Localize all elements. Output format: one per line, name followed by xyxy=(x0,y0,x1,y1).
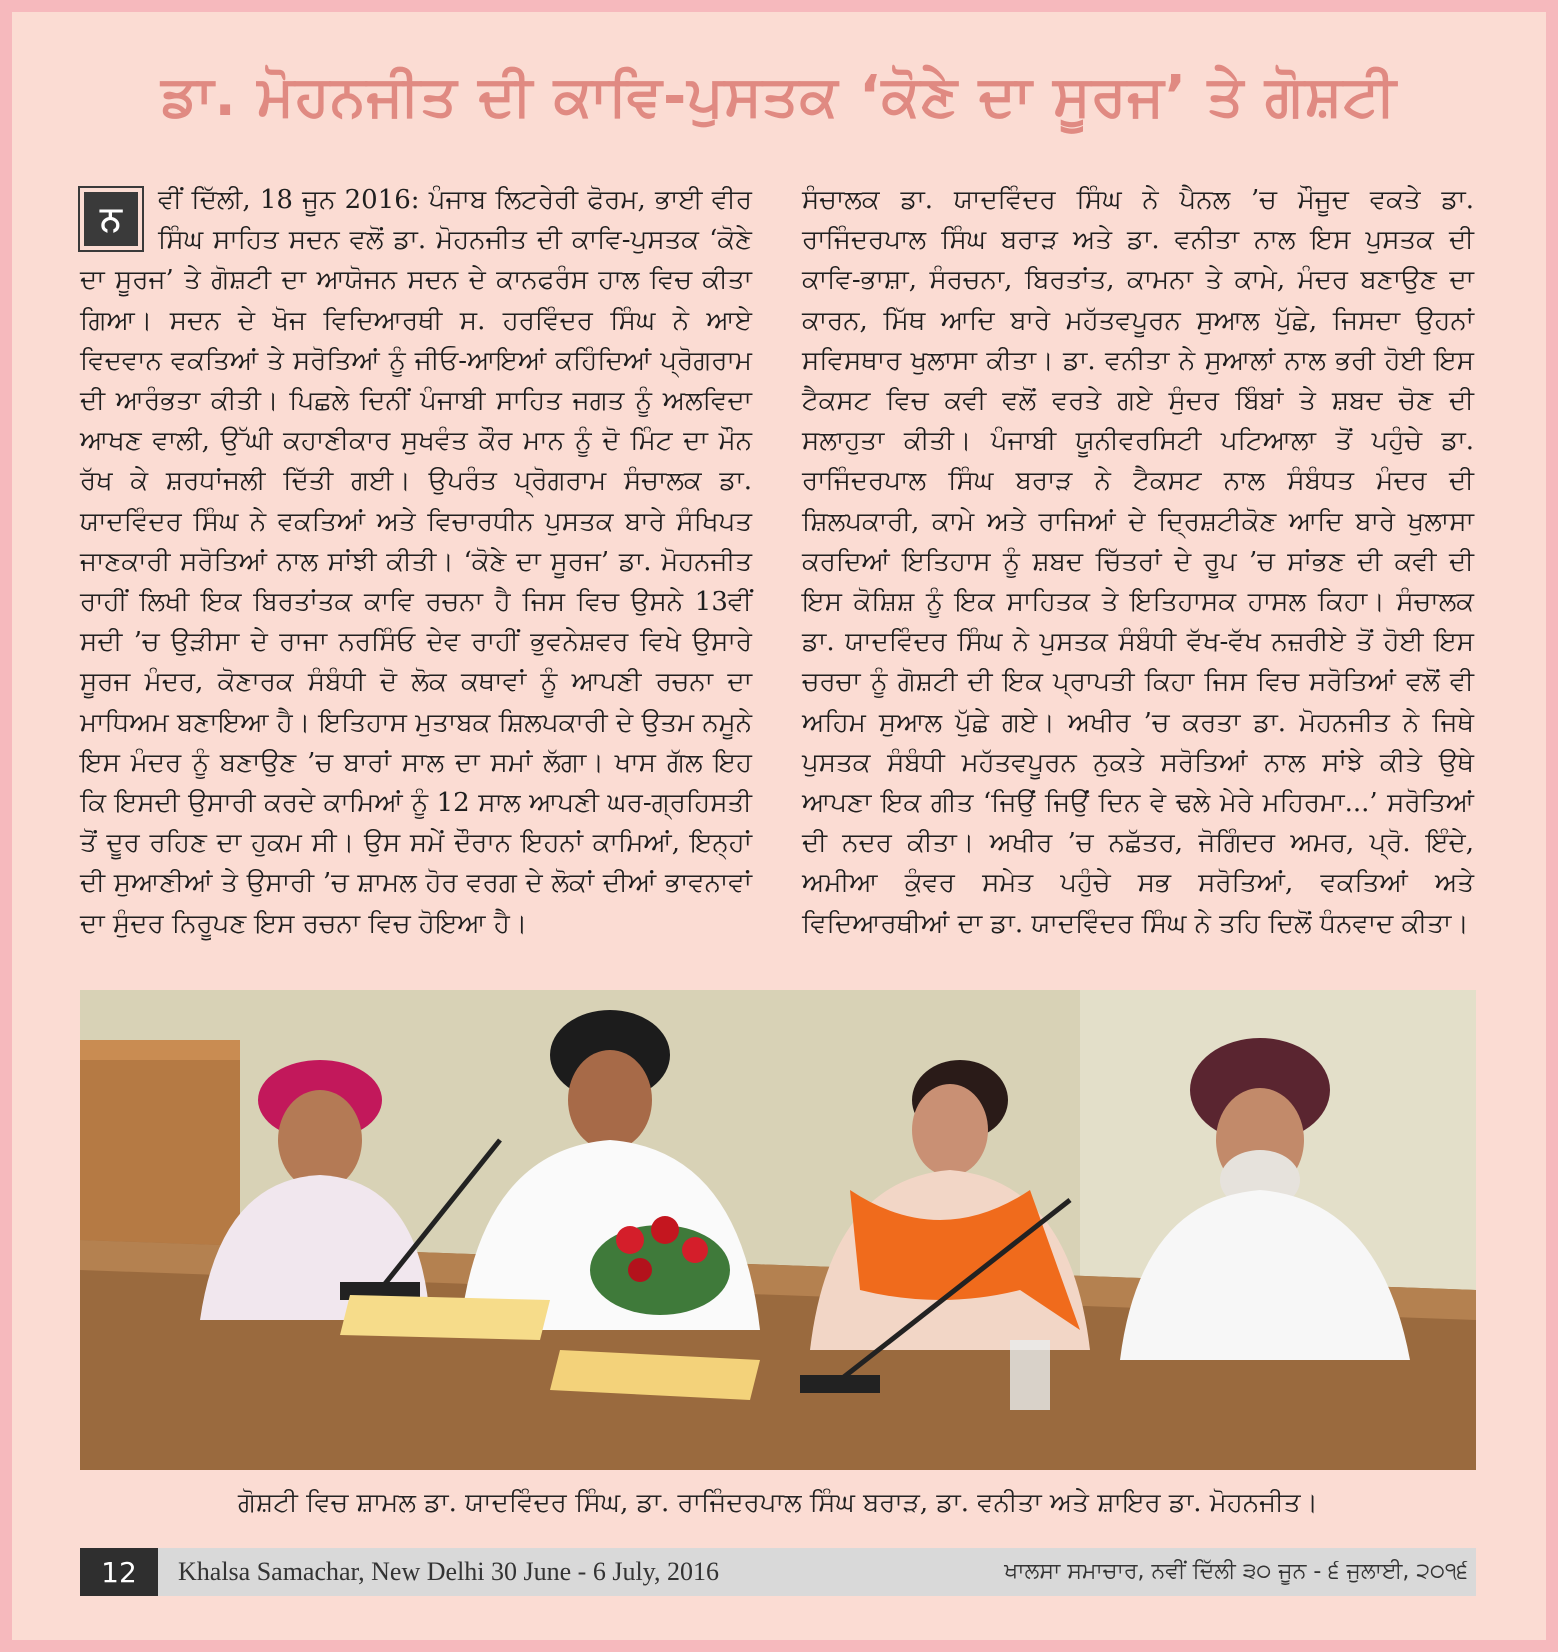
magazine-page xyxy=(12,12,1546,1640)
event-photo xyxy=(80,990,1476,1470)
article-body-left: ਵੀਂ ਦਿੱਲੀ, 18 ਜੂਨ 2016: ਪੰਜਾਬ ਲਿਟਰੇਰੀ ਫੋਰਮ, ਭਾਈ ਵੀਰ ਸਿੰਘ ਸਾਹਿਤ ਸਦਨ ਵਲੋਂ ਡਾ. ਮੋਹਨਜੀਤ ਦੀ ਕਾਵਿ-ਪੁਸਤਕ ‘ਕੋਣੇ ਦਾ ਸੂਰਜ’ ਤੇ ਗੋਸ਼ਟੀ ਦਾ ਆਯੋਜਨ ਸਦਨ ਦੇ ਕਾਨਫਰੰਸ ਹਾਲ ਵਿਚ ਕੀਤਾ ਗਿਆ। ਸਦਨ ਦੇ ਖੋਜ ਵਿਦਿਆਰਥੀ ਸ. ਹਰਵਿੰਦਰ ਸਿੰਘ ਨੇ ਆਏ ਵਿਦਵਾਨ ਵਕਤਿਆਂ ਤੇ ਸਰੋਤਿਆਂ ਨੂੰ ਜੀਓ-ਆਇਆਂ ਕਹਿੰਦਿਆਂ ਪ੍ਰੋਗਰਾਮ ਦੀ ਆਰੰਭਤਾ ਕੀਤੀ। ਪਿਛਲੇ ਦਿਨੀਂ ਪੰਜਾਬੀ ਸਾਹਿਤ ਜਗਤ ਨੂੰ ਅਲਵਿਦਾ ਆਖਣ ਵਾਲੀ, ਉੱਘੀ ਕਹਾਣੀਕਾਰ ਸੁਖਵੰਤ ਕੌਰ ਮਾਨ ਨੂੰ ਦੋ ਮਿੰਟ ਦਾ ਮੌਨ ਰੱਖ ਕੇ ਸ਼ਰਧਾਂਜਲੀ ਦਿੱਤੀ ਗਈ। ਉਪਰੰਤ ਪ੍ਰੋਗਰਾਮ ਸੰਚਾਲਕ ਡਾ. ਯਾਦਵਿੰਦਰ ਸਿੰਘ ਨੇ ਵਕਤਿਆਂ ਅਤੇ ਵਿਚਾਰਧੀਨ ਪੁਸਤਕ ਬਾਰੇ ਸੰਖਿਪਤ ਜਾਣਕਾਰੀ ਸਰੋਤਿਆਂ ਨਾਲ ਸਾਂਝੀ ਕੀਤੀ। ‘ਕੋਣੇ ਦਾ ਸੂਰਜ’ ਡਾ. ਮੋਹਨਜੀਤ ਰਾਹੀਂ ਲਿਖੀ ਇਕ ਬਿਰਤਾਂਤਕ ਕਾਵਿ ਰਚਨਾ ਹੈ ਜਿਸ ਵਿਚ ਉਸਨੇ 13ਵੀਂ ਸਦੀ ’ਚ ਉੜੀਸਾ ਦੇ ਰਾਜਾ ਨਰਸਿੰਓ ਦੇਵ ਰਾਹੀਂ ਭੁਵਨੇਸ਼ਵਰ ਵਿਖੇ ਉਸਾਰੇ ਸੂਰਜ ਮੰਦਰ, ਕੋਣਾਰਕ ਸੰਬੰਧੀ ਦੋ ਲੋਕ ਕਥਾਵਾਂ ਨੂੰ ਆਪਣੀ ਰਚਨਾ ਦਾ ਮਾਧਿਅਮ ਬਣਾਇਆ ਹੈ। ਇਤਿਹਾਸ ਮੁਤਾਬਕ ਸ਼ਿਲਪਕਾਰੀ ਦੇ ਉਤਮ ਨਮੂਨੇ ਇਸ ਮੰਦਰ ਨੂੰ ਬਣਾਉਣ ’ਚ ਬਾਰਾਂ ਸਾਲ ਦਾ ਸਮਾਂ ਲੱਗਾ। ਖਾਸ ਗੱਲ ਇਹ ਕਿ ਇਸਦੀ ਉਸਾਰੀ ਕਰਦੇ ਕਾਮਿਆਂ ਨੂੰ 12 ਸਾਲ ਆਪਣੀ ਘਰ-ਗ੍ਰਹਿਸਤੀ ਤੋਂ ਦੂਰ ਰਹਿਣ ਦਾ ਹੁਕਮ ਸੀ। ਉਸ ਸਮੇਂ ਦੌਰਾਨ ਇਹਨਾਂ ਕਾਮਿਆਂ, ਇਨ੍ਹਾਂ ਦੀ ਸੁਆਣੀਆਂ ਤੇ ਉਸਾਰੀ ’ਚ ਸ਼ਾਮਲ ਹੋਰ ਵਰਗ ਦੇ ਲੋਕਾਂ ਦੀਆਂ ਭਾਵਨਾਵਾਂ ਦਾ ਸੁੰਦਰ ਨਿਰੂਪਣ ਇਸ ਰਚਨਾ ਵਿਚ ਹੋਇਆ ਹੈ। xyxy=(80,185,752,939)
article-body-right: ਸੰਚਾਲਕ ਡਾ. ਯਾਦਵਿੰਦਰ ਸਿੰਘ ਨੇ ਪੈਨਲ ’ਚ ਮੌਜੂਦ ਵਕਤੇ ਡਾ. ਰਾਜਿੰਦਰਪਾਲ ਸਿੰਘ ਬਰਾੜ ਅਤੇ ਡਾ. ਵਨੀਤਾ ਨਾਲ ਇਸ ਪੁਸਤਕ ਦੀ ਕਾਵਿ-ਭਾਸ਼ਾ, ਸੰਰਚਨਾ, ਬਿਰਤਾਂਤ, ਕਾਮਨਾ ਤੇ ਕਾਮੇ, ਮੰਦਰ ਬਣਾਉਣ ਦਾ ਕਾਰਨ, ਮਿੱਥ ਆਦਿ ਬਾਰੇ ਮਹੱਤਵਪੂਰਨ ਸੁਆਲ ਪੁੱਛੇ, ਜਿਸਦਾ ਉਹਨਾਂ ਸਵਿਸਥਾਰ ਖੁਲਾਸਾ ਕੀਤਾ। ਡਾ. ਵਨੀਤਾ ਨੇ ਸੁਆਲਾਂ ਨਾਲ ਭਰੀ ਹੋਈ ਇਸ ਟੈਕਸਟ ਵਿਚ ਕਵੀ ਵਲੋਂ ਵਰਤੇ ਗਏ ਸੁੰਦਰ ਬਿੰਬਾਂ ਤੇ ਸ਼ਬਦ ਚੋਣ ਦੀ ਸਲਾਹੁਤਾ ਕੀਤੀ। ਪੰਜਾਬੀ ਯੂਨੀਵਰਸਿਟੀ ਪਟਿਆਲਾ ਤੋਂ ਪਹੁੰਚੇ ਡਾ. ਰਾਜਿੰਦਰਪਾਲ ਸਿੰਘ ਬਰਾੜ ਨੇ ਟੈਕਸਟ ਨਾਲ ਸੰਬੰਧਤ ਮੰਦਰ ਦੀ ਸ਼ਿਲਪਕਾਰੀ, ਕਾਮੇ ਅਤੇ ਰਾਜਿਆਂ ਦੇ ਦ੍ਰਿਸ਼ਟੀਕੋਣ ਆਦਿ ਬਾਰੇ ਖੁਲਾਸਾ ਕਰਦਿਆਂ ਇਤਿਹਾਸ ਨੂੰ ਸ਼ਬਦ ਚਿੱਤਰਾਂ ਦੇ ਰੂਪ ’ਚ ਸਾਂਭਣ ਦੀ ਕਵੀ ਦੀ ਇਸ ਕੋਸ਼ਿਸ਼ ਨੂੰ ਇਕ ਸਾਹਿਤਕ ਤੇ ਇਤਿਹਾਸਕ ਹਾਸਲ ਕਿਹਾ। ਸੰਚਾਲਕ ਡਾ. ਯਾਦਵਿੰਦਰ ਸਿੰਘ ਨੇ ਪੁਸਤਕ ਸੰਬੰਧੀ ਵੱਖ-ਵੱਖ ਨਜ਼ਰੀਏ ਤੋਂ ਹੋਈ ਇਸ ਚਰਚਾ ਨੂੰ ਗੋਸ਼ਟੀ ਦੀ ਇਕ ਪ੍ਰਾਪਤੀ ਕਿਹਾ ਜਿਸ ਵਿਚ ਸਰੋਤਿਆਂ ਵਲੋਂ ਵੀ ਅਹਿਮ ਸੁਆਲ ਪੁੱਛੇ ਗਏ। ਅਖੀਰ ’ਚ ਕਰਤਾ ਡਾ. ਮੋਹਨਜੀਤ ਨੇ ਜਿਥੇ ਪੁਸਤਕ ਸੰਬੰਧੀ ਮਹੱਤਵਪੂਰਨ ਨੁਕਤੇ ਸਰੋਤਿਆਂ ਨਾਲ ਸਾਂਝੇ ਕੀਤੇ ਉਥੇ ਆਪਣਾ ਇਕ ਗੀਤ ‘ਜਿਉਂ ਜਿਉਂ ਦਿਨ ਵੇ ਢਲੇ ਮੇਰੇ ਮਹਿਰਮਾ...’ ਸਰੋਤਿਆਂ ਦੀ ਨਦਰ ਕੀਤਾ। ਅਖੀਰ ’ਚ ਨਛੱਤਰ, ਜੋਗਿੰਦਰ ਅਮਰ, ਪ੍ਰੋ. ਇੰਦੇ, ਅਮੀਆ ਕੁੰਵਰ ਸਮੇਤ ਪਹੁੰਚੇ ਸਭ ਸਰੋਤਿਆਂ, ਵਕਤਿਆਂ ਅਤੇ ਵਿਦਿਆਰਥੀਆਂ ਦਾ ਡਾ. ਯਾਦਵਿੰਦਰ ਸਿੰਘ ਨੇ ਤਹਿ ਦਿਲੋਂ ਧੰਨਵਾਦ ਕੀਤਾ। xyxy=(802,185,1474,939)
page-number: 12 xyxy=(80,1548,158,1596)
event-photo-illustration xyxy=(80,990,1476,1470)
article-title: ਡਾ. ਮੋਹਨਜੀਤ ਦੀ ਕਾਵਿ-ਪੁਸਤਕ ‘ਕੋਣੇ ਦਾ ਸੂਰਜ’ ਤੇ ਗੋਸ਼ਟੀ xyxy=(161,64,1397,129)
article-column-right xyxy=(802,180,1474,944)
article-column-left xyxy=(80,180,752,944)
footer-publication-pa: ਖਾਲਸਾ ਸਮਾਚਾਰ, ਨਵੀਂ ਦਿੱਲੀ ੩੦ ਜੂਨ - ੬ ਜੁਲਾਈ, ੨੦੧੬ xyxy=(1004,1559,1468,1584)
drop-cap: ਨ xyxy=(80,188,142,250)
footer-publication-en: Khalsa Samachar, New Delhi 30 June - 6 July, 2016 xyxy=(178,1557,719,1586)
photo-caption: ਗੋਸ਼ਟੀ ਵਿਚ ਸ਼ਾਮਲ ਡਾ. ਯਾਦਵਿੰਦਰ ਸਿੰਘ, ਡਾ. ਰਾਜਿੰਦਰਪਾਲ ਸਿੰਘ ਬਰਾੜ, ਡਾ. ਵਨੀਤਾ ਅਤੇ ਸ਼ਾਇਰ ਡਾ. ਮੋਹਨਜੀਤ। xyxy=(237,1488,1319,1518)
